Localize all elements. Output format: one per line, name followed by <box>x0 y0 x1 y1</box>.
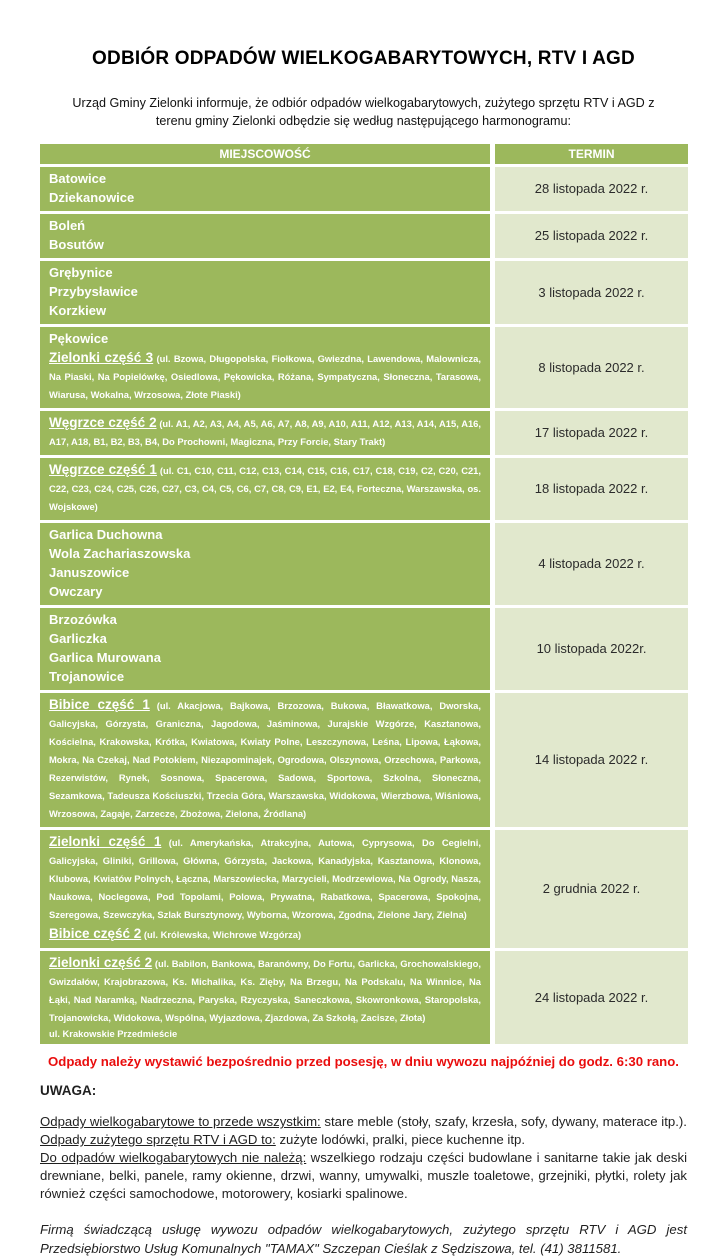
locality-name: Bosutów <box>49 236 104 252</box>
locality-name: Dziekanowice <box>49 189 135 205</box>
locality-cell <box>40 167 490 211</box>
table-row <box>40 327 688 408</box>
locality-street-paragraph <box>49 460 481 516</box>
termin-cell: 28 listopada 2022 r. <box>495 167 688 211</box>
note-lead: Odpady wielkogabarytowe to przede wszystkim: <box>40 1114 321 1130</box>
street-list: (ul. Babilon, Bankowa, Baranówny, Do Fortu, Garlicka, Grochowalskiego, Gwizdałów, Krajobrazowa, Ks. Michalika, Ks. Zięby, Na Brzegu, Na Podskalu, Na Winnice, Na Łąki, Nad Naramką, Nadrzeczna, Paryska, Rzyczyska, Saneczkowa, Skowronkowa, Staropolska, Trojanowicka, Widokowa, Wspólna, Wyjazdowa, Zjazdowa, Za Szkołą, Zacisze, Złota) <box>49 957 481 1023</box>
note-paragraph <box>40 1131 687 1149</box>
locality-name: Przybysławice <box>49 283 138 299</box>
table-row <box>40 411 688 455</box>
note-paragraph <box>40 1113 687 1131</box>
street-list: (ul. Akacjowa, Bajkowa, Brzozowa, Bukowa, Bławatkowa, Dworska, Galicyjska, Górzysta, Graniczna, Jagodowa, Jaśminowa, Jurajskie Wzgórze, Kasztanowa, Kościelna, Krakowska, Krótka, Kwiatowa, Kwiaty Polne, Leszczynowa, Leśna, Lipowa, Łąkowa, Mokra, Na Czekaj, Nad Potokiem, Niezapominajek, Ogrodowa, Olszynowa, Orzechowa, Parkowa, Rezerwistów, Rynek, Sosnowa, Spacerowa, Sadowa, Sportowa, Szkolna, Słoneczna, Sezamkowa, Tadeusza Kościuszki, Trzecia Góra, Warszawska, Widokowa, Wierzbowa, Wiśniowa, Wrzosowa, Zagaje, Zarzecze, Zbożowa, Zielona, Źródlana) <box>49 699 481 819</box>
locality-cell <box>40 458 490 520</box>
termin-cell: 17 listopada 2022 r. <box>495 411 688 455</box>
locality-name: Grębynice <box>49 264 113 280</box>
termin-cell: 14 listopada 2022 r. <box>495 693 688 827</box>
termin-cell: 8 listopada 2022 r. <box>495 327 688 408</box>
note-rest: wszelkiego rodzaju części budowlane i sanitarne takie jak deski drewniane, belki, panele, ramy okienne, drzwi, wanny, umywalki, muszle toaletowe, grzejniki, płytki, rolety jak również części samochodowe, motorowery, kosiarki spalinowe. <box>40 1150 687 1202</box>
locality-heading: Węgrzce część 2 <box>49 414 157 430</box>
table-row <box>40 608 688 690</box>
note-lead: Do odpadów wielkogabarytowych nie należą: <box>40 1150 307 1166</box>
table-row <box>40 214 688 258</box>
termin-cell: 25 listopada 2022 r. <box>495 214 688 258</box>
locality-street-paragraph <box>49 832 481 924</box>
locality-name: Garlica Murowana <box>49 649 161 665</box>
locality-cell <box>40 411 490 455</box>
locality-street-paragraph <box>49 413 481 451</box>
locality-cell <box>40 214 490 258</box>
street-list: (ul. C1, C10, C11, C12, C13, C14, C15, C16, C17, C18, C19, C2, C20, C21, C22, C23, C24, C25, C26, C27, C3, C4, C5, C6, C7, C8, C9, E1, E2, E4, Forteczna, Warszawska, os. Wojskowe) <box>49 464 481 512</box>
locality-heading: Zielonki część 2 <box>49 954 153 970</box>
locality-cell <box>40 693 490 827</box>
locality-name: Januszowice <box>49 564 130 580</box>
table-row <box>40 261 688 324</box>
table-row <box>40 951 688 1044</box>
locality-heading: Bibice część 1 <box>49 696 150 712</box>
street-list: (ul. A1, A2, A3, A4, A5, A6, A7, A8, A9, A10, A11, A12, A13, A14, A15, A16, A17, A18, B1, B2, B3, B4, Do Prochowni, Magiczna, Przy Forcie, Stary Trakt) <box>49 417 481 447</box>
page-title: ODBIÓR ODPADÓW WIELKOGABARYTOWYCH, RTV I AGD <box>92 48 635 69</box>
note-paragraph <box>40 1149 687 1203</box>
table-row <box>40 523 688 605</box>
header-miejscowosc: MIEJSCOWOŚĆ <box>40 144 490 164</box>
locality-heading: Węgrzce część 1 <box>49 461 157 477</box>
table-body <box>40 167 688 1044</box>
locality-heading: Zielonki część 1 <box>49 833 162 849</box>
termin-cell: 10 listopada 2022r. <box>495 608 688 690</box>
locality-cell <box>40 523 490 605</box>
locality-cell <box>40 951 490 1044</box>
note-lead: Odpady zużytego sprzętu RTV i AGD to: <box>40 1132 276 1148</box>
red-notice: Odpady należy wystawić bezpośrednio przed posesję, w dniu wywozu najpóźniej do godz. 6:30 rano. <box>48 1053 679 1069</box>
uwaga-label: UWAGA: <box>40 1082 97 1098</box>
locality-name: Trojanowice <box>49 668 125 684</box>
termin-cell: 2 grudnia 2022 r. <box>495 830 688 948</box>
locality-name: Garliczka <box>49 630 107 646</box>
termin-cell: 18 listopada 2022 r. <box>495 458 688 520</box>
locality-name: Boleń <box>49 217 86 233</box>
table-row <box>40 830 688 948</box>
street-list: (ul. Królewska, Wichrowe Wzgórza) <box>141 928 302 940</box>
locality-street-paragraph <box>49 348 481 404</box>
locality-name: Garlica Duchowna <box>49 526 163 542</box>
locality-street-paragraph <box>49 953 481 1027</box>
locality-cell <box>40 830 490 948</box>
termin-cell: 4 listopada 2022 r. <box>495 523 688 605</box>
intro-paragraph: Urząd Gminy Zielonki informuje, że odbiór odpadów wielkogabarytowych, zużytego sprzętu RTV i AGD z terenu gminy Zielonki odbędzie się według następującego harmonogramu: <box>72 96 655 129</box>
locality-heading: Zielonki część 3 <box>49 349 154 365</box>
locality-cell <box>40 327 490 408</box>
closing-paragraph: Firmą świadczącą usługę wywozu odpadów wielkogabarytowych, zużytego sprzętu RTV i AGD jest Przedsiębiorstwo Usług Komunalnych "TAMAX" Szczepan Cieślak z Sędziszowa, tel. (41) 3811581. <box>40 1222 687 1257</box>
termin-cell: 3 listopada 2022 r. <box>495 261 688 324</box>
locality-name: Korzkiew <box>49 302 107 318</box>
locality-name: Batowice <box>49 170 107 186</box>
note-rest: stare meble (stoły, szafy, krzesła, sofy, dywany, materace itp.). <box>320 1114 687 1130</box>
locality-name: Brzozówka <box>49 611 117 627</box>
locality-cell <box>40 261 490 324</box>
note-rest: zużyte lodówki, pralki, piece kuchenne itp. <box>275 1132 526 1148</box>
table-row <box>40 693 688 827</box>
table-header-row <box>40 144 688 164</box>
header-termin: TERMIN <box>495 144 688 164</box>
locality-heading: Bibice część 2 <box>49 925 142 941</box>
locality-street-paragraph <box>49 695 481 823</box>
locality-name: Wola Zachariaszowska <box>49 545 191 561</box>
termin-cell: 24 listopada 2022 r. <box>495 951 688 1044</box>
schedule-table <box>40 144 688 1044</box>
locality-cell <box>40 608 490 690</box>
table-row <box>40 458 688 520</box>
table-row <box>40 167 688 211</box>
street-note: ul. Krakowskie Przedmieście <box>49 1027 178 1039</box>
street-list: (ul. Amerykańska, Atrakcyjna, Autowa, Cyprysowa, Do Cegielni, Galicyjska, Gliniki, Grillowa, Główna, Górzysta, Jackowa, Kanadyjska, Kasztanowa, Klonowa, Klubowa, Kwiatów Polnych, Łączna, Marszowiecka, Marzycieli, Modrzewiowa, Na Ogrody, Nasza, Naukowa, Noclegowa, Pod Topolami, Polowa, Prywatna, Rabatkowa, Spacerowa, Spokojna, Szeregowa, Szewczyka, Szlak Bursztynowy, Wyborna, Wzorowa, Zgodna, Zielone Jary, Zielna) <box>49 836 481 920</box>
street-list: (ul. Bzowa, Długopolska, Fiołkowa, Gwiezdna, Lawendowa, Malownicza, Na Piaski, Na Popielówkę, Osiedlowa, Pękowicka, Różana, Sympatyczna, Słoneczna, Tarasowa, Wiarusa, Wokalna, Wrzosowa, Złote Piaski) <box>49 352 481 400</box>
locality-name: Owczary <box>49 583 103 599</box>
locality-name: Pękowice <box>49 330 109 346</box>
locality-street-paragraph <box>49 924 481 944</box>
